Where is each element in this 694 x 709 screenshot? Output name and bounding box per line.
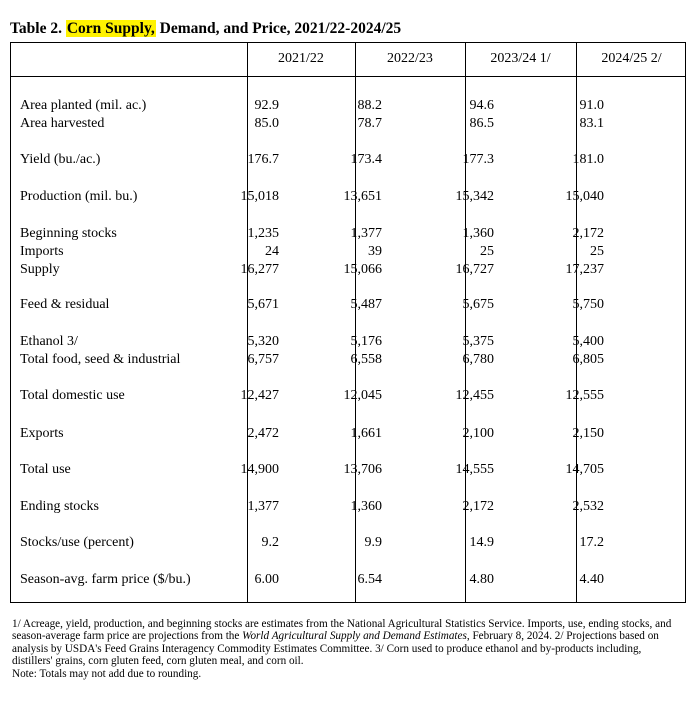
row-label: Yield (bu./ac.) bbox=[20, 152, 101, 167]
table-cell: 88.2 bbox=[357, 98, 382, 113]
table-cell: 86.5 bbox=[469, 116, 494, 131]
footnote-text-1: 1/ Acreage, yield, production, and beginning stocks are estimates from the National Agricultural Statistics Service. Imports, use, ending stocks, and season-average farm price are projections from the bbox=[12, 618, 672, 643]
column-divider bbox=[465, 43, 466, 602]
table-cell: 14,555 bbox=[455, 462, 494, 477]
table-cell: 2,532 bbox=[572, 499, 604, 514]
table-cell: 94.6 bbox=[469, 98, 494, 113]
table-title bbox=[10, 20, 401, 38]
table-cell: 6,558 bbox=[350, 352, 382, 367]
column-divider bbox=[355, 43, 356, 602]
table-cell: 14,705 bbox=[565, 462, 604, 477]
row-label: Imports bbox=[20, 244, 64, 259]
table-cell: 5,675 bbox=[462, 297, 494, 312]
table-cell: 9.9 bbox=[364, 535, 382, 550]
table-cell: 25 bbox=[590, 244, 604, 259]
table-cell: 13,651 bbox=[343, 189, 382, 204]
table-cell: 5,375 bbox=[462, 334, 494, 349]
row-label: Stocks/use (percent) bbox=[20, 535, 134, 550]
table-cell: 4.40 bbox=[579, 572, 604, 587]
table-cell: 5,671 bbox=[247, 297, 279, 312]
table-cell: 25 bbox=[480, 244, 494, 259]
table-cell: 78.7 bbox=[357, 116, 382, 131]
table-cell: 17,237 bbox=[565, 262, 604, 277]
table-cell: 6,805 bbox=[572, 352, 604, 367]
table-cell: 13,706 bbox=[343, 462, 382, 477]
table-footnote bbox=[12, 618, 680, 680]
table-cell: 1,360 bbox=[350, 499, 382, 514]
table-cell: 5,400 bbox=[572, 334, 604, 349]
row-label: Ending stocks bbox=[20, 499, 99, 514]
table-cell: 176.7 bbox=[247, 152, 279, 167]
table-cell: 39 bbox=[368, 244, 382, 259]
column-header: 2023/24 1/ bbox=[490, 51, 551, 66]
table-cell: 6.54 bbox=[357, 572, 382, 587]
supply-demand-table bbox=[10, 42, 686, 603]
row-label: Area planted (mil. ac.) bbox=[20, 98, 147, 113]
table-cell: 173.4 bbox=[350, 152, 382, 167]
table-cell: 2,100 bbox=[462, 426, 494, 441]
table-cell: 85.0 bbox=[254, 116, 279, 131]
footnote-source-title: World Agricultural Supply and Demand Estimates bbox=[242, 630, 467, 643]
table-cell: 181.0 bbox=[572, 152, 604, 167]
table-cell: 14,900 bbox=[240, 462, 279, 477]
row-label: Total domestic use bbox=[20, 388, 125, 403]
row-label: Feed & residual bbox=[20, 297, 110, 312]
table-cell: 92.9 bbox=[254, 98, 279, 113]
table-cell: 15,342 bbox=[455, 189, 494, 204]
table-cell: 91.0 bbox=[579, 98, 604, 113]
footnote-text-2: , February 8, 2024. 2/ Projections based on analysis by USDA's Feed Grains Interagency Commodity Estimates Committee. 3/ Corn used to produce ethanol and by-products including, distillers' grains, corn gluten feed, corn gluten meal, and corn oil. bbox=[12, 630, 659, 668]
column-header: 2021/22 bbox=[278, 51, 324, 66]
table-cell: 2,172 bbox=[462, 499, 494, 514]
table-cell: 6,780 bbox=[462, 352, 494, 367]
row-label: Ethanol 3/ bbox=[20, 334, 78, 349]
row-label: Total food, seed & industrial bbox=[20, 352, 181, 367]
table-cell: 83.1 bbox=[579, 116, 604, 131]
footnote-note: Note: Totals may not add due to rounding. bbox=[12, 667, 202, 680]
table-cell: 15,066 bbox=[343, 262, 382, 277]
table-cell: 24 bbox=[265, 244, 279, 259]
title-suffix: Demand, and Price, 2021/22-2024/25 bbox=[155, 20, 402, 37]
table-cell: 5,320 bbox=[247, 334, 279, 349]
table-cell: 12,455 bbox=[455, 388, 494, 403]
row-label: Total use bbox=[20, 462, 71, 477]
row-label: Production (mil. bu.) bbox=[20, 189, 138, 204]
table-cell: 16,727 bbox=[455, 262, 494, 277]
table-cell: 4.80 bbox=[469, 572, 494, 587]
table-cell: 9.2 bbox=[261, 535, 279, 550]
table-cell: 15,040 bbox=[565, 189, 604, 204]
table-cell: 12,427 bbox=[240, 388, 279, 403]
table-cell: 5,176 bbox=[350, 334, 382, 349]
table-cell: 12,555 bbox=[565, 388, 604, 403]
row-label: Beginning stocks bbox=[20, 226, 117, 241]
table-cell: 2,172 bbox=[572, 226, 604, 241]
table-cell: 12,045 bbox=[343, 388, 382, 403]
table-cell: 1,377 bbox=[247, 499, 279, 514]
table-cell: 177.3 bbox=[462, 152, 494, 167]
title-prefix: Table 2. bbox=[10, 20, 66, 37]
table-cell: 14.9 bbox=[469, 535, 494, 550]
column-divider bbox=[247, 43, 248, 602]
row-label: Exports bbox=[20, 426, 64, 441]
table-cell: 16,277 bbox=[240, 262, 279, 277]
row-label: Supply bbox=[20, 262, 60, 277]
row-label: Area harvested bbox=[20, 116, 105, 131]
table-cell: 1,661 bbox=[350, 426, 382, 441]
table-cell: 17.2 bbox=[579, 535, 604, 550]
column-header: 2022/23 bbox=[387, 51, 433, 66]
table-cell: 6.00 bbox=[254, 572, 279, 587]
table-cell: 5,750 bbox=[572, 297, 604, 312]
title-highlight: Corn Supply, bbox=[66, 20, 155, 37]
column-header: 2024/25 2/ bbox=[601, 51, 662, 66]
column-divider bbox=[576, 43, 577, 602]
table-cell: 1,360 bbox=[462, 226, 494, 241]
table-cell: 15,018 bbox=[240, 189, 279, 204]
table-cell: 2,472 bbox=[247, 426, 279, 441]
table-cell: 1,235 bbox=[247, 226, 279, 241]
table-cell: 6,757 bbox=[247, 352, 279, 367]
table-cell: 5,487 bbox=[350, 297, 382, 312]
row-label: Season-avg. farm price ($/bu.) bbox=[20, 572, 191, 587]
table-cell: 1,377 bbox=[350, 226, 382, 241]
table-cell: 2,150 bbox=[572, 426, 604, 441]
